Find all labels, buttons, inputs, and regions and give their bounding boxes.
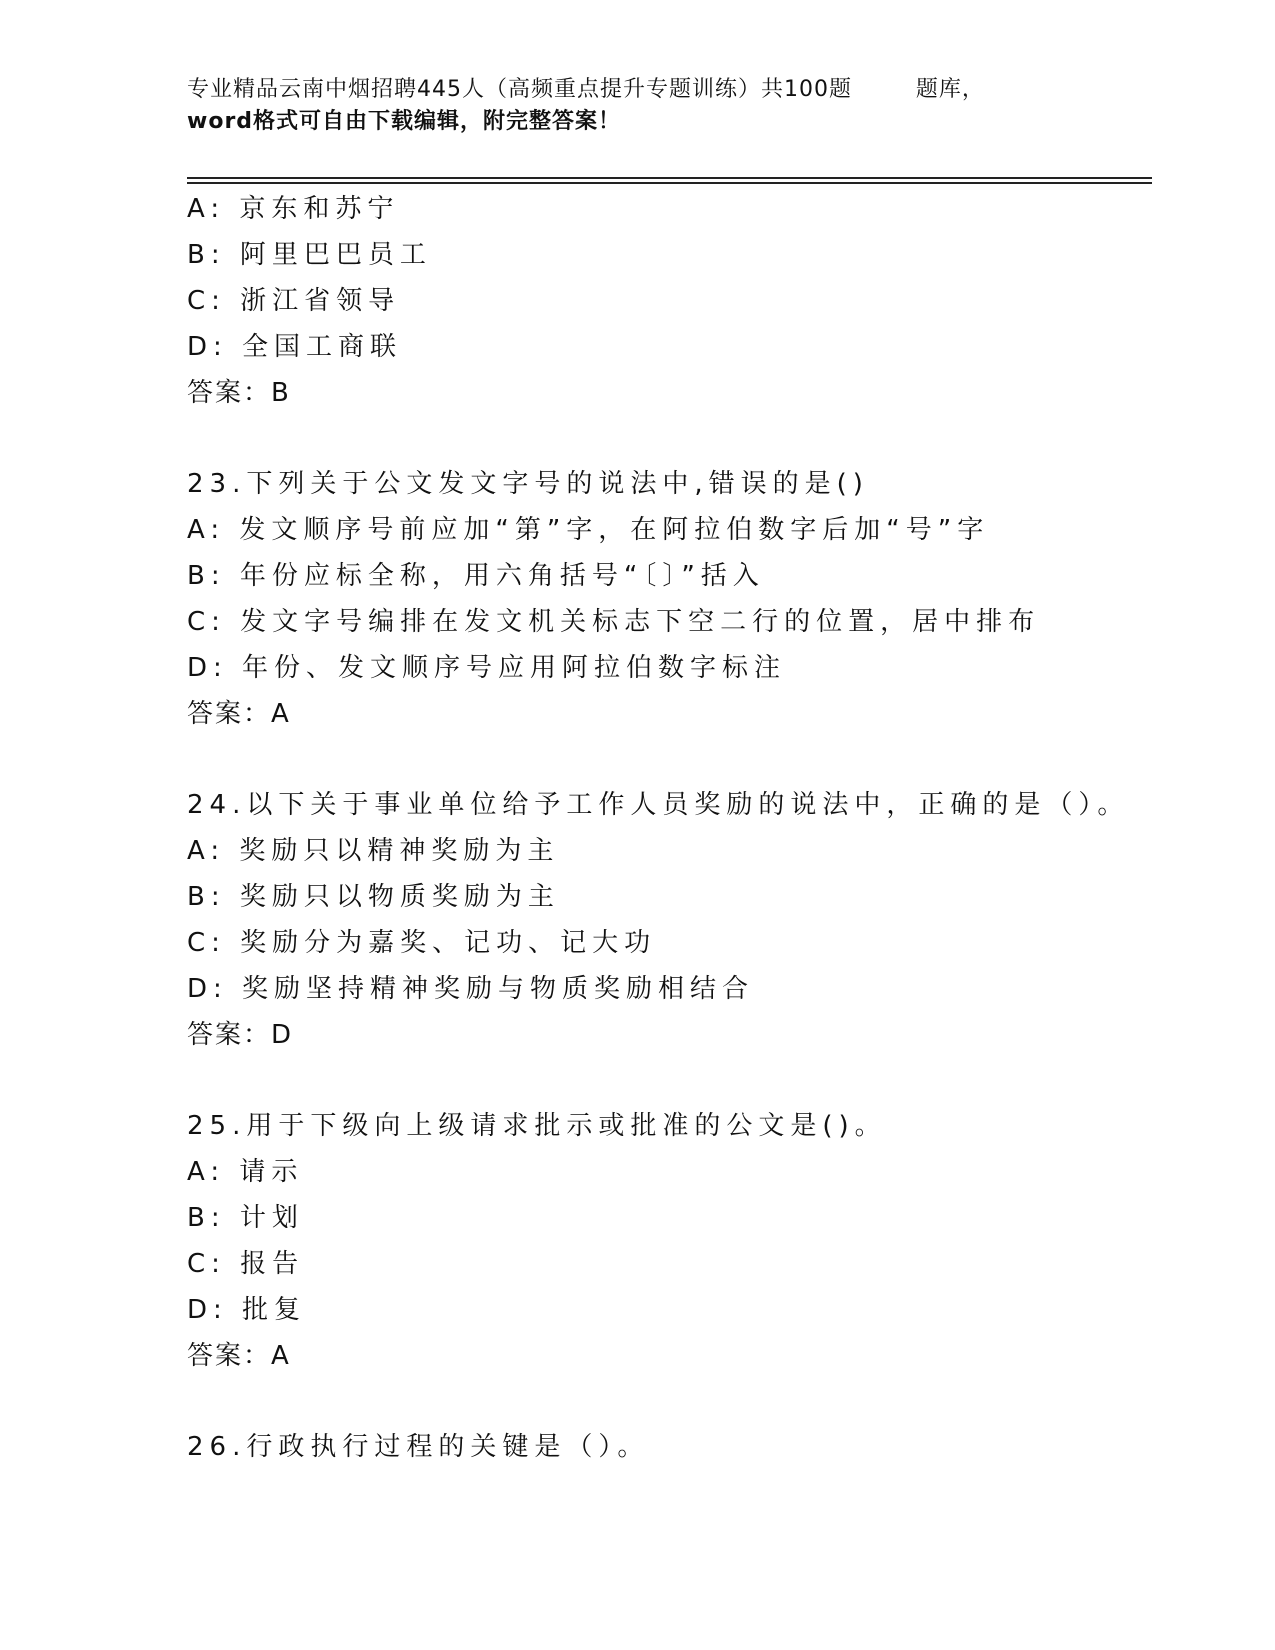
question-list	[187, 186, 1147, 1470]
option-a: A: 奖励只以精神奖励为主	[187, 836, 560, 866]
option-d: D: 批复	[187, 1295, 307, 1325]
answer-line: 答案：B	[187, 378, 291, 408]
option-b: B: 年份应标全称，用六角括号“〔〕”括入	[187, 561, 765, 591]
question-block-26	[187, 1424, 1147, 1470]
header-title-line: 专业精品云南中烟招聘445人（高频重点提升专题训练）共100题 题库，	[187, 77, 985, 102]
option-b: B: 计划	[187, 1203, 304, 1233]
option-a: A: 请示	[187, 1157, 304, 1187]
header-divider-bottom	[187, 182, 1152, 184]
option-a: A: 发文顺序号前应加“第”字，在阿拉伯数字后加“号”字	[187, 515, 990, 545]
option-c: C: 奖励分为嘉奖、记功、记大功	[187, 928, 657, 958]
question-block-prev	[187, 186, 1147, 416]
option-b: B: 阿里巴巴员工	[187, 240, 432, 270]
question-text: 25.用于下级向上级请求批示或批准的公文是()。	[187, 1111, 887, 1141]
question-block-24	[187, 782, 1147, 1058]
option-d: D: 奖励坚持精神奖励与物质奖励相结合	[187, 974, 755, 1004]
option-b: B: 奖励只以物质奖励为主	[187, 882, 560, 912]
option-c: C: 发文字号编排在发文机关标志下空二行的位置，居中排布	[187, 607, 1041, 637]
question-text: 23.下列关于公文发文字号的说法中,错误的是()	[187, 469, 869, 499]
option-d: D: 全国工商联	[187, 332, 403, 362]
question-text: 26.行政执行过程的关键是（）。	[187, 1432, 650, 1462]
question-text: 24.以下关于事业单位给予工作人员奖励的说法中，正确的是（）。	[187, 790, 1130, 820]
answer-line: 答案：A	[187, 699, 291, 729]
option-d: D: 年份、发文顺序号应用阿拉伯数字标注	[187, 653, 787, 683]
answer-line: 答案：D	[187, 1020, 294, 1050]
option-c: C: 报告	[187, 1249, 305, 1279]
option-c: C: 浙江省领导	[187, 286, 401, 316]
option-a: A: 京东和苏宁	[187, 194, 400, 224]
answer-line: 答案：A	[187, 1341, 291, 1371]
document-header	[187, 74, 1187, 138]
header-subtitle-line: word格式可自由下载编辑，附完整答案！	[187, 109, 622, 134]
header-divider-top	[187, 177, 1152, 179]
question-block-25	[187, 1103, 1147, 1379]
question-block-23	[187, 461, 1147, 737]
